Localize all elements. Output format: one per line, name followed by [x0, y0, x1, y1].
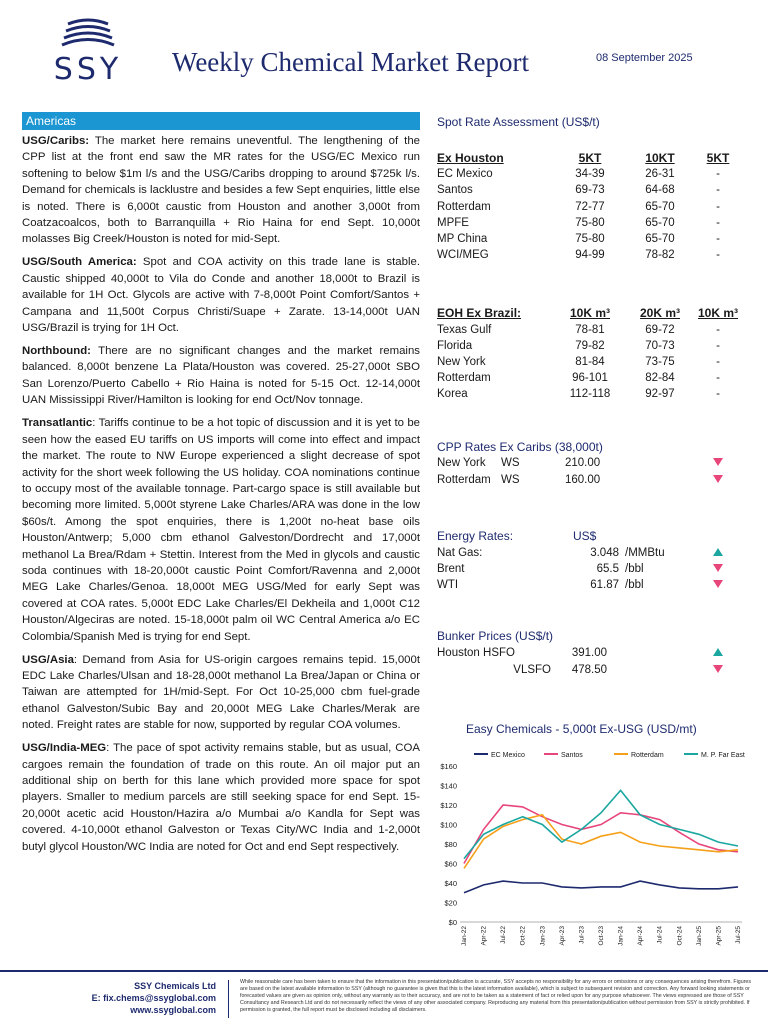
x-tick-label: Jan-25 [695, 926, 703, 946]
para-northbound [22, 343, 420, 409]
eoh-cell: 73-75 [645, 355, 675, 368]
bunker-trend [713, 645, 723, 661]
x-tick-label: Apr-24 [637, 926, 645, 946]
footer-disclaimer: While reasonable care has been taken to ensure that the information in this presentation/publication is accurate, SSY accepts no responsibility for any errors or omissions or any consequences arising therefrom. Figures are based on the latest available information to SSY (although no guarantee is given that this is the latest information available), which is subject to subsequent revision and correction. Any forward looking statements or forecasted values are given as opinion only, without any warranty as to their accuracy, and are not to be taken as a statement of fact or relied upon for any purpose whatsoever. The views expressed are those of SSY Consultancy and Research Ltd and do not necessarily reflect the views of any other associated company. Reproducing any material from this presentation/publication without permission from SSY is strictly prohibited. If permission is granted, the full report must be disclosed including all disclaimers. [240, 979, 752, 1013]
y-tick-label: $160 [440, 762, 457, 771]
para-label: USG/Caribs: [22, 135, 90, 147]
footer-website[interactable]: www.ssyglobal.com [130, 1005, 216, 1015]
americas-paragraphs [22, 133, 420, 855]
trend-up-icon [713, 548, 723, 556]
eoh-cell: 70-73 [645, 339, 675, 352]
series-line-ec-mexico [464, 881, 738, 893]
para-label: Transatlantic [22, 417, 93, 430]
cpp-value: 160.00 [565, 473, 601, 486]
energy-value: 65.5 [596, 563, 619, 575]
energy-currency: US$ [573, 528, 597, 543]
spot-cell: - [716, 249, 720, 262]
para-usg-india-meg [22, 740, 420, 855]
bunker-name: Houston HSFO [437, 647, 515, 660]
y-tick-label: $80 [444, 840, 457, 849]
spot-row [437, 199, 747, 215]
eoh-cell: - [716, 388, 720, 401]
eoh-rows [437, 322, 747, 403]
spot-row [437, 215, 747, 231]
bunker-table [437, 645, 747, 677]
energy-value: 61.87 [590, 579, 619, 592]
eoh-header-20k: 20K m³ [639, 306, 680, 321]
eoh-row [437, 338, 747, 354]
eoh-cell: Rotterdam [437, 372, 491, 385]
easy-chemicals-chart [430, 740, 750, 960]
para-usg-asia [22, 652, 420, 734]
bunker-title: Bunker Prices (US$/t) [437, 629, 554, 644]
energy-title: Energy Rates: [437, 528, 514, 543]
y-tick-label: $140 [440, 781, 457, 791]
legend-label: M. P. Far East [701, 752, 745, 759]
spot-header-route: Ex Houston [437, 151, 504, 165]
y-tick-label: $0 [448, 918, 457, 927]
legend-label: EC Mexico [491, 752, 525, 759]
chart-title: Easy Chemicals - 5,000t Ex-USG (USD/mt) [466, 722, 697, 736]
eoh-cell: 92-97 [645, 388, 675, 401]
x-tick-label: Jul-25 [735, 926, 742, 944]
para-text: : Tariffs continue to be a hot topic of discussion and it is yet to be seen how the eased EU tariffs on US imports will come into effect and impact the market. The route to NW Europe experienced a slight decrease of spot activity for the short week following the US holiday. COA nominations continue to occupy most of the available tonnage. Part-cargo space is still available but becoming more limited. 5,000t styrene Lake Charles/ARA was done in the low $60s/t. Among the spot enquiries, there is 1,200t no-heat base oils Houston/Antwerp; 5,000 cbm ethanol Galveston/Dordrecht and 17,000t methanol La Brea/Rdam + Stettin. Interest from the Med in glycols and caustic soda continues with 18-20,000t caustic Point Comfort/Ravenna and 2,000t MEG Lake Charles/Genoa. 18,000t MEG USG/Med for early Sept was covered at COA rates. 5,000t EDC Lake Charles/El Dekheila and 1,000t C12 Houston/Algeciras are noted. 15-18,000t palm oil WC Central America a/o EC Colombia/Spanish Med is trying for end Sept. [22, 417, 420, 643]
y-tick-label: $20 [444, 898, 457, 908]
spot-cell: 75-80 [575, 232, 605, 245]
x-tick-label: Oct-23 [598, 926, 605, 946]
spot-cell: - [716, 200, 720, 213]
bunker-name: VLSFO [513, 663, 551, 676]
x-tick-label: Oct-22 [519, 926, 527, 946]
spot-cell: 72-77 [575, 200, 605, 213]
energy-name: Brent [437, 563, 465, 575]
energy-trend [713, 545, 723, 561]
spot-cell: - [716, 216, 720, 229]
x-tick-label: Apr-23 [558, 926, 566, 946]
eoh-cell: New York [437, 355, 486, 368]
legend-label: Santos [561, 752, 583, 759]
logo-text: SSY [53, 52, 123, 87]
x-tick-label: Jan-23 [539, 926, 547, 946]
trend-down-icon [713, 458, 723, 466]
spot-header-row [437, 150, 747, 166]
spot-cell: MPFE [437, 216, 469, 229]
x-tick-label: Apr-25 [715, 926, 723, 946]
spot-cell: WCI/MEG [437, 249, 489, 262]
para-usg-caribs [22, 133, 420, 248]
wave-logo-icon [40, 18, 136, 52]
eoh-cell: Florida [437, 339, 473, 352]
para-label: USG/India-MEG [22, 742, 107, 755]
para-label: USG/Asia [22, 653, 74, 666]
bunker-value: 391.00 [571, 647, 607, 660]
americas-section-bar: Americas [22, 112, 420, 130]
para-text: Spot and COA activity on this trade lane is stable. Caustic shipped 40,000t to Vila do Conde and another 18,000t to Brazil is available for 1H Oct. Glycols are active with 7-8,000t Point Comfort/Santos + Campana and 11,500t Corpus Christi/Suape + Zarate. 13-14,000t UAN USG/Brazil is trying for 1H Oct. [22, 256, 420, 335]
energy-trend [713, 577, 723, 593]
y-tick-label: $120 [440, 801, 457, 810]
eoh-cell: 81-84 [575, 355, 605, 368]
spot-rate-title: Spot Rate Assessment (US$/t) [437, 115, 600, 129]
energy-name: WTI [437, 579, 459, 592]
trend-up-icon [713, 648, 723, 656]
spot-cell: 94-99 [575, 249, 605, 262]
energy-trend [713, 561, 723, 577]
spot-rows [437, 166, 747, 263]
energy-row [437, 545, 747, 561]
spot-cell: EC Mexico [437, 168, 493, 181]
eoh-header-10k: 10K m³ [569, 306, 610, 321]
eoh-header-10k-alt: 10K m³ [697, 306, 738, 321]
spot-header-5kt-alt: 5KT [706, 151, 730, 165]
bunker-row [437, 645, 747, 661]
energy-value: 3.048 [590, 546, 619, 559]
trend-down-icon [713, 580, 723, 588]
eoh-header-route: EOH Ex Brazil: [437, 306, 522, 321]
x-tick-label: Jul-23 [578, 926, 586, 944]
report-title: Weekly Chemical Market Report [172, 47, 529, 77]
x-tick-label: Oct-24 [676, 926, 684, 946]
energy-name: Nat Gas: [437, 546, 483, 559]
spot-row [437, 182, 747, 198]
eoh-cell: 78-81 [575, 323, 605, 336]
eoh-cell: Texas Gulf [437, 323, 492, 336]
spot-cell: - [716, 184, 720, 197]
footer-email[interactable]: E: fix.chems@ssyglobal.com [91, 993, 216, 1003]
x-tick-label: Jul-22 [500, 926, 508, 944]
spot-cell: 65-70 [645, 216, 675, 229]
energy-unit: /bbl [625, 579, 644, 592]
para-text: The market here remains uneventful. The lengthening of the CPP list at the front end saw the MR rates for the USG/EC Mexico run softening to below $1m l/s and the USG/Caribs dropping to around $725k l/s. Demand for chemicals is lacklustre and besides a few Sept enquiries, little else is noted. There is 6,000t caustic from Houston and another 3,000t from Coatzacoalcos, both to Barranquilla + Rio Haina for end Sept. 10,000t molasses Big Creek/Houston is noted for mid-Sept. [22, 135, 420, 246]
trend-down-icon [713, 475, 723, 483]
energy-row [437, 577, 747, 593]
bunker-row [437, 662, 747, 678]
cpp-dest: Rotterdam [437, 473, 491, 486]
eoh-cell: - [716, 372, 720, 385]
spot-cell: - [716, 168, 720, 181]
spot-cell: 69-73 [575, 184, 605, 197]
eoh-row [437, 386, 747, 402]
para-text: There are no significant changes and the market remains balanced. 8,000t benzene La Plata/Houston was covered. 25-27,000t SBO San Lorenzo/Puerto Cabello + Rio Haina is noted for 5-15 Oct. 12-14,000t UAN Mississippi River/Hamilton is looking for end Oct/Nov tonnage. [22, 345, 420, 407]
spot-row [437, 247, 747, 263]
energy-unit: /MMBtu [625, 546, 665, 559]
spot-header-10kt: 10KT [645, 151, 675, 165]
spot-cell: 65-70 [645, 232, 675, 245]
trend-down-icon [713, 564, 723, 572]
spot-cell: 64-68 [645, 184, 675, 197]
spot-header-5kt: 5KT [578, 151, 602, 165]
x-tick-label: Apr-22 [480, 926, 488, 946]
eoh-header-row [437, 305, 747, 321]
spot-row [437, 166, 747, 182]
cpp-trend [713, 455, 723, 471]
cpp-unit: WS [501, 473, 520, 486]
spot-cell: MP China [437, 232, 488, 245]
y-tick-label: $100 [440, 820, 457, 830]
energy-unit: /bbl [625, 563, 644, 575]
para-text: : The pace of spot activity remains stable, but as usual, COA cargoes remain the foundation of trade on this route. An oil major put an additional ship on berth for this lane which provided more space for spot players. Smaller to medium parcels are still seeking space for end Sept. 15-20,000t acetic acid Houston/Hazira a/o Mumbai a/o Kandla for Sept was covered. 4-10,000t ethanol Galveston or Texas City/WC India and 1-2,000t butyl glycol Houston/WC India are noted for Oct and end Sept respectively. [22, 742, 420, 853]
eoh-cell: Korea [437, 388, 468, 401]
rates-column [437, 112, 747, 678]
spot-cell: 75-80 [575, 216, 605, 229]
y-tick-label: $40 [444, 879, 457, 888]
eoh-row [437, 370, 747, 386]
energy-row [437, 561, 747, 577]
eoh-cell: 79-82 [575, 339, 605, 352]
ssy-logo [40, 18, 136, 87]
legend-label: Rotterdam [631, 752, 664, 759]
eoh-cell: 96-101 [572, 372, 608, 385]
para-label: USG/South America: [22, 256, 137, 269]
cpp-unit: WS [501, 457, 520, 470]
bunker-trend [713, 662, 723, 678]
eoh-table [437, 305, 747, 402]
para-text: : Demand from Asia for US-origin cargoes remains tepid. 15,000t EDC Lake Charles/Ulsan and 18-28,000t methanol La Brea/Japan or China or Taiwan are attempted for 1H/mid-Sept. For Oct 10-25,000 cbm fuel-grade ethanol Galveston/Subic Bay and 20,000t MEG Lake Charles/Merak are noted. Freight rates are stable for now, supported by regular COA volumes. [22, 653, 420, 732]
eoh-cell: 69-72 [645, 323, 675, 336]
cpp-row [437, 472, 747, 488]
footer-contact [60, 980, 216, 1016]
report-date: 08 September 2025 [596, 52, 693, 64]
eoh-cell: 82-84 [645, 372, 675, 385]
cpp-value: 210.00 [565, 457, 601, 470]
energy-table [437, 545, 747, 594]
spot-cell: 34-39 [575, 168, 605, 181]
eoh-cell: - [716, 355, 720, 368]
eoh-row [437, 354, 747, 370]
x-tick-label: Jan-22 [461, 926, 468, 946]
cpp-table [437, 455, 747, 487]
x-tick-label: Jan-24 [617, 926, 625, 946]
energy-header [437, 529, 747, 543]
cpp-title: CPP Rates Ex Caribs (38,000t) [437, 440, 603, 455]
eoh-cell: - [716, 339, 720, 352]
trend-down-icon [713, 665, 723, 673]
footer-company: SSY Chemicals Ltd [134, 981, 216, 991]
para-label: Northbound: [22, 345, 91, 358]
cpp-row [437, 455, 747, 471]
cpp-dest: New York [437, 457, 486, 470]
eoh-cell: - [716, 323, 720, 336]
americas-column [22, 112, 420, 862]
cpp-trend [713, 472, 723, 488]
x-tick-label: Jul-24 [656, 926, 664, 944]
para-usg-south-america [22, 254, 420, 336]
spot-cell: - [716, 232, 720, 245]
footer-vertical-divider [228, 980, 229, 1018]
spot-cell: Santos [437, 184, 473, 197]
para-transatlantic [22, 415, 420, 645]
spot-cell: 26-31 [645, 168, 675, 181]
spot-row [437, 231, 747, 247]
y-tick-label: $60 [444, 859, 457, 869]
spot-cell: Rotterdam [437, 200, 491, 213]
spot-rate-table [437, 150, 747, 263]
spot-cell: 65-70 [645, 200, 675, 213]
spot-cell: 78-82 [645, 249, 675, 262]
bunker-value: 478.50 [571, 663, 607, 676]
eoh-cell: 112-118 [569, 388, 611, 401]
series-line-rotterdam [464, 815, 738, 869]
eoh-row [437, 322, 747, 338]
footer-divider [0, 970, 768, 972]
